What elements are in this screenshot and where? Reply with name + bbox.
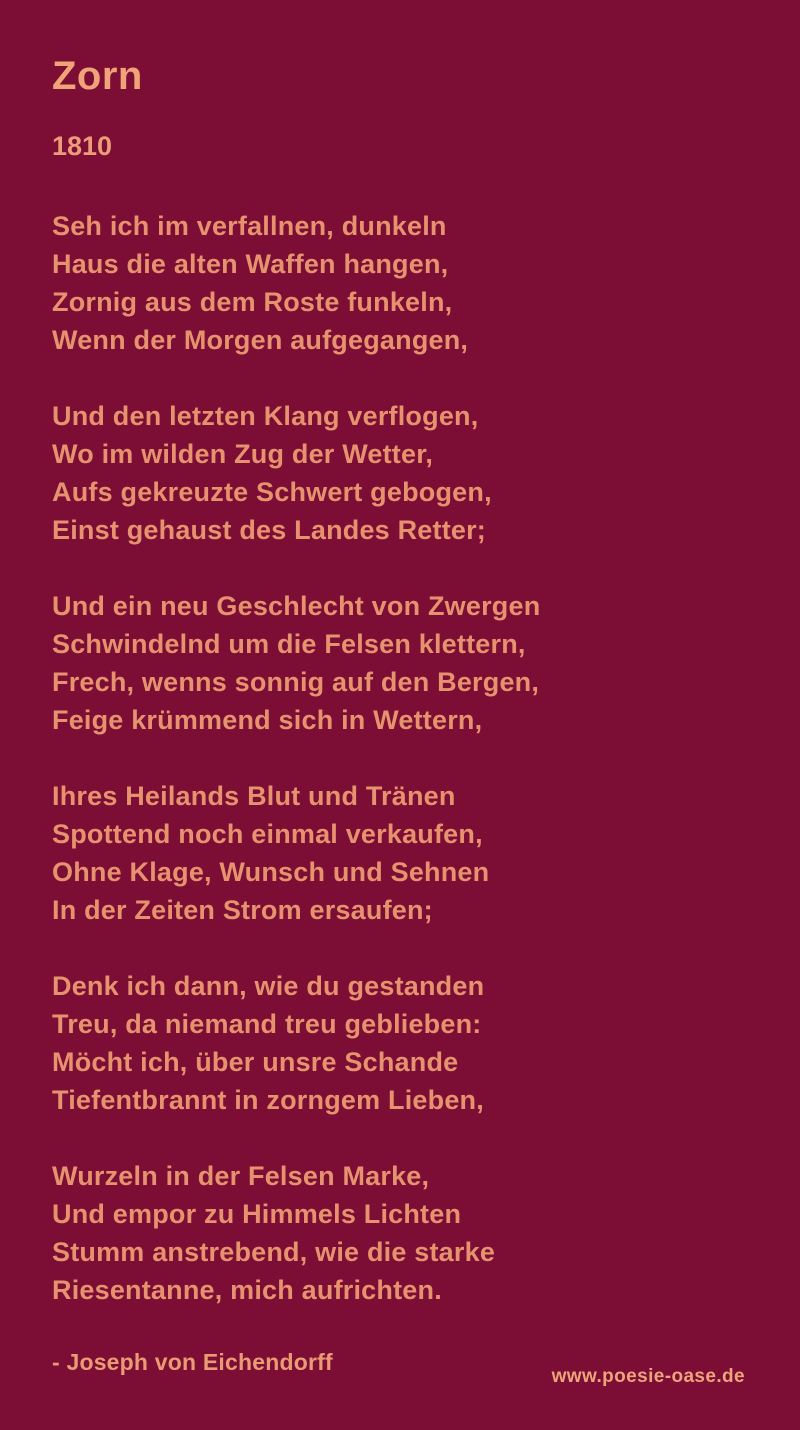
poem-line: Und ein neu Geschlecht von Zwergen — [52, 591, 541, 621]
poem-line: Und den letzten Klang verflogen, — [52, 401, 479, 431]
poem-body — [52, 207, 750, 1309]
poem-line: Wurzeln in der Felsen Marke, — [52, 1161, 430, 1191]
poem-line: Zornig aus dem Roste funkeln, — [52, 287, 453, 317]
stanza — [52, 397, 750, 549]
poem-line: Tiefentbrannt in zorngem Lieben, — [52, 1085, 484, 1115]
poem-line: Seh ich im verfallnen, dunkeln — [52, 211, 447, 241]
poem-line: Und empor zu Himmels Lichten — [52, 1199, 462, 1229]
stanza — [52, 1157, 750, 1309]
poem-line: Ihres Heilands Blut und Tränen — [52, 781, 456, 811]
poem-line: Spottend noch einmal verkaufen, — [52, 819, 483, 849]
stanza — [52, 587, 750, 739]
poem-author: - Joseph von Eichendorff — [52, 1349, 333, 1375]
watermark-url: www.poesie-oase.de — [551, 1366, 745, 1387]
poem-line: Denk ich dann, wie du gestanden — [52, 971, 485, 1001]
poem-line: Wo im wilden Zug der Wetter, — [52, 439, 434, 469]
stanza — [52, 967, 750, 1119]
poem-line: Haus die alten Waffen hangen, — [52, 249, 449, 279]
poem-line: Stumm anstrebend, wie die starke — [52, 1237, 496, 1267]
poem-line: Möcht ich, über unsre Schande — [52, 1047, 459, 1077]
poem-line: Aufs gekreuzte Schwert gebogen, — [52, 477, 492, 507]
poem-line: Treu, da niemand treu geblieben: — [52, 1009, 482, 1039]
poem-line: Feige krümmend sich in Wettern, — [52, 705, 483, 735]
poem-line: Schwindelnd um die Felsen klettern, — [52, 629, 526, 659]
poem-line: Einst gehaust des Landes Retter; — [52, 515, 486, 545]
poem-line: Wenn der Morgen aufgegangen, — [52, 325, 469, 355]
stanza — [52, 777, 750, 929]
poem-year: 1810 — [52, 131, 113, 161]
poem-line: Ohne Klage, Wunsch und Sehnen — [52, 857, 490, 887]
poem-line: Frech, wenns sonnig auf den Bergen, — [52, 667, 540, 697]
stanza — [52, 207, 750, 359]
poem-line: Riesentanne, mich aufrichten. — [52, 1275, 442, 1305]
poem-title: Zorn — [52, 54, 143, 98]
poem-line: In der Zeiten Strom ersaufen; — [52, 895, 433, 925]
